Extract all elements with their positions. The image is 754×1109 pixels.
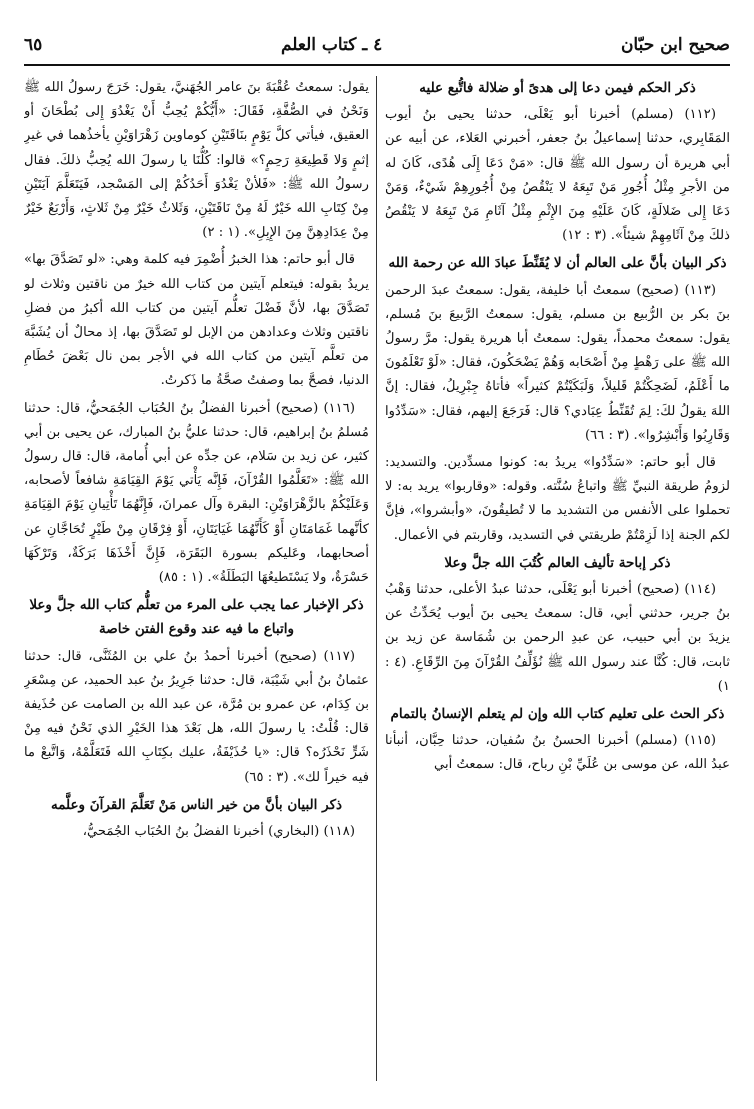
paragraph: (١١٨) (البخاري) أخبرنا الفضلُ بنُ الحُبَاب الجُمَحيُّ، — [82, 824, 355, 840]
right-column — [385, 76, 730, 1081]
book-title: صحيح ابن حبّان — [620, 35, 730, 55]
paragraph: (١١٤) (صحيح) أخبرنا أبو يَعْلَى، حدثنا عبدُ الأعلى، حدثنا وَهْبُ بنُ جرير، حدثني أبي، قال: سمعتُ يحيى بنَ أيوب يُحَدِّثُ عن يزيدَ بن أبي حبيب، عن عبدِ الرحمن بن شُمَاسة عن زيد بن ثابت، قال: كُنَّا عند رسول الله ﷺ نُؤَلِّفُ القُرْآنَ مِنَ الرِّقَاعِ. (٤ : ١) — [385, 582, 730, 694]
section-heading: ذكر الإخبار عما يجب على المرء من تعلُّم كتاب الله جلَّ وعلا واتباع ما فيه عند وقوع الفتن خاصة — [29, 597, 364, 638]
page-number: ٦٥ — [24, 35, 43, 55]
header-rule — [24, 64, 730, 66]
page-header — [24, 30, 730, 60]
paragraph-continued: يقول: سمعتُ عُقْبَةَ بنَ عامر الجُهَنيَّ، يقول: خَرَجَ رسولُ الله ﷺ وَنَحْنُ في الصُّفَّةِ، فَقَالَ: «أَيُّكُمْ يُحِبُّ أَنْ يَغْدُوَ إِلى بُطْحَانَ أو العقيق، فيأتي كلَّ يَوْمٍ بنَاقَتَيْنِ كوماوين زَهْرَاوَيْنِ يأخذُهما في غيرِ إثمٍ وَلا قَطِيعَةِ رَحِمٍ؟» قالوا: كُلُّنَا يا رسولَ الله يُحِبُّ ذلكَ. فقال رسولُ الله ﷺ: «فَلأنْ يَغْدُوَ أَحَدُكُمْ إلى المَسْجد، فَيَتَعَلَّمَ آيَتَيْنِ مِنْ كِتَابِ الله خَيْرٌ لَهُ مِنْ نَاقَتَيْنِ، وَثَلاثٌ خَيْرٌ مِنْ ثَلاثٍ، وَأَرْبَعٌ خَيْرٌ مِنْ عِدَادِهِنَّ مِنَ الإِبِلِ». (١ : ٢) — [24, 80, 369, 241]
paragraph: قال أبو حاتم: هذا الخبرُ أُضْمِرَ فيه كلمة وهي: «لو تَصَدَّقَ بها» يريدُ بقوله: فيتعلم آيتين من كتاب الله خيرٌ من ناقتين وثلاث لو تَصَدَّقَ بها، لأنَّ فَضْلَ تعلُّم آيتين من كتاب الله أكبرُ من فضلِ ناقتين وثلاث وعدادهن من الإبل لو تَصَدَّقَ بها، إذ محالٌ أن يُشَبَّهَ من تعلَّم آيتين من كتاب الله في الأجر بمن نال بَعْضَ حُطَامِ الدنيا، فصحَّ بما وصفتُ صحَّةُ ما ذَكرتُ. — [24, 252, 369, 389]
paragraph: (١١٢) (مسلم) أخبرنا أبو يَعْلَى، حدثنا يحيى بنُ أيوب المَقَابِري، حدثنا إسماعيلُ بنُ جعفر، أخبرني العَلاء، عن أبيه عن أبي هريرة أن رسول الله ﷺ قال: «مَنْ دَعَا إِلَى هُدًى، كَانَ له من الأجرِ مِثْلُ أُجُورِ مَنْ تَبِعَهُ لا يَنْقُصُ مِنْ أُجُورِهِمْ شَيْءٌ، وَمَنْ دَعَا إِلى ضَلالَةٍ، كَانَ عَلَيْهِ مِنَ الإِثْمِ مِثْلُ آثَامِ مَنْ تَبِعَهُ لا يَنْقُصُ ذلكَ مِنْ آثَامِهِمْ شيئاً». (٣ : ١٢) — [385, 107, 730, 244]
paragraph: (١١٣) (صحيح) سمعتُ أبا خليفة، يقول: سمعتُ عبدَ الرحمن بنَ بكر بن الرُّبيع بن مسلم، يقول: سمعتُ الرَّبيعَ بنَ مُسلم، يقول: سمعتُ محمداً، يقول: سمعتُ أبا هريرة يقول: مرَّ رسولُ الله ﷺ على رَهْطٍ مِنْ أَصْحَابه وَهُمْ يَضْحَكُونَ، فقال: «لَوْ تَعْلَمُونَ ما أَعْلَمُ، لَضَحِكْتُمْ قَليلاً، وَلَبَكَيْتُمْ كثيراً» فأتاهُ جِبْرِيلُ، فقال: إنَّ اللهَ يقولُ لكَ: لِمَ تُقَنِّطُ عِبَادي؟ قال: فَرَجَعَ إليهم، فقال: «سَدِّدُوا وَقَارِبُوا وَأَبْشِرُوا». (٣ : ٦٦) — [385, 282, 730, 443]
paragraph: (١١٧) (صحيح) أخبرنا أحمدُ بنُ علي بن المُثَنَّى، قال: حدثنا عثمانُ بنُ أبي شَيْبَة، قال: حدثنا جَرِيرُ بنُ عبد الحميد، عن مِسْعَرِ بن كِدَام، عن عمرو بن مُرَّة، عن عبد الله بن الصامت عن حُذَيفة قال: قُلْتُ: يا رسولَ الله، هل بَعْدَ هذا الخَيْرِ الذي نَحْنُ فيه مِنْ شَرٍّ نَحْذَرُه؟ قال: «يا حُذَيْفَةُ، عليك بكِتَابِ الله فَتَعَلَّمْهُ، وَاتَّبعْ ما فيه خيراً لك». (٣ : ٦٥) — [24, 648, 369, 785]
paragraph: (١١٥) (مسلم) أخبرنا الحسنُ بنُ سُفيان، حدثنا حِبَّان، أنبأنا عبدُ الله، عن موسى بن عُلَيِّ بْنِ رباح، قال: سمعتُ أبي — [385, 733, 730, 773]
section-heading: ذكر البيان بأنَّ من خير الناس مَنْ تَعَلَّمَ القرآنَ وعلَّمه — [50, 796, 343, 813]
paragraph: قال أبو حاتم: «سَدِّدُوا» يريدُ به: كونوا مسدِّدين. والتسديد: لزومُ طريقة النبيِّ ﷺ واتباعُ سُنَّته. وقوله: «وقاربوا» يريد به: لا تحملوا على الأنفس من التشديد ما لا تُطيقُونَ، «وأبشروا»، فإنَّ لكم الجنة إذا لَزِمْتُمْ طريقتي في التسديد، وقاربتم في الأعمال. — [385, 455, 730, 543]
section-heading: ذكر الحث على تعليم كتاب الله وإن لم يتعلم الإنسانُ بالتمام — [390, 706, 725, 723]
section-heading: ذكر إباحة تأليف العالم كُتُبَ الله جلَّ وعلا — [444, 554, 671, 571]
paragraph: (١١٦) (صحيح) أخبرنا الفضلُ بنُ الحُبَاب الجُمَحيُّ، قال: حدثنا مُسلمُ بنُ إبراهيم، قال: حدثنا عليُّ بنُ المبارك، عن يحيى بن أبي كثير، عن زيد بن سَلام، عن جدِّه عن أبي أُمامة، قال: قال رسولُ الله ﷺ: «تَعَلَّمُوا القُرْآنَ، فَإِنَّه يَأْتي يَوْمَ القِيَامَةِ شافعاً لأصحابه، وَعَلَيْكُمْ بالزَّهْرَاوَيْنِ: البقرة وآل عمرانَ، فَإِنَّهُمَا تَأْتِيانِ يَوْمَ القِيَامَةِ كأنَّهما غَمَامَتَانِ أَوْ كَأَنَّهُمَا غَيَايَتَانِ، أَوْ فِرْقَانِ مِنْ طَيْرٍ تُحَاجَّانِ عن أصحابهما، وعَليكم بسورة البَقَرَة، فَإِنَّ أَخْذَهَا بَرَكَةٌ، وَتَرْكَهَا حَسْرَةٌ، ولا يَسْتَطيعُهَا البَطَلَةُ». (١ : ٨٥) — [24, 400, 369, 586]
section-heading: ذكر البيان بأنَّ على العالم أن لا يُقَنِّطَ عبادَ الله عن رحمة الله — [388, 255, 727, 272]
section-heading: ذكر الحكم فيمن دعا إلى هدىً أو ضلالة فاتُّبع عليه — [419, 80, 696, 96]
chapter-title: ٤ ـ كتاب العلم — [280, 35, 383, 55]
column-divider — [376, 76, 377, 1081]
left-column — [24, 76, 369, 1081]
